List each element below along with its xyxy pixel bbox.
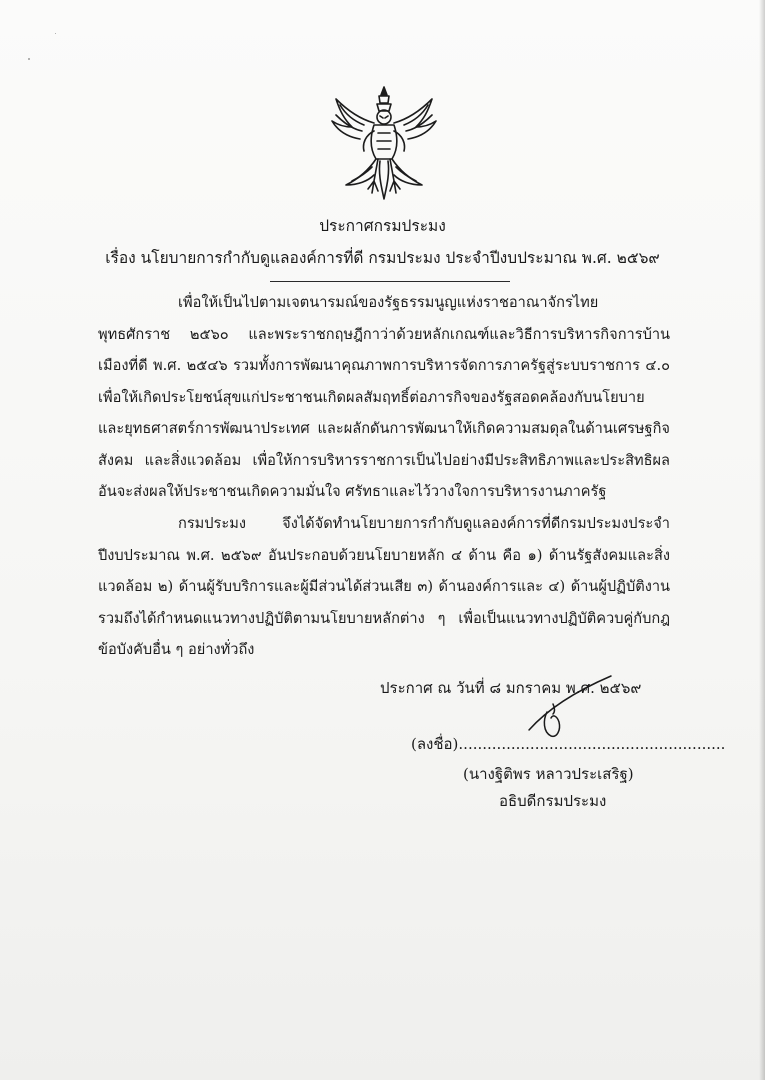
divider <box>270 281 510 282</box>
body-paragraph-2 <box>98 508 670 668</box>
announcement-heading: ประกาศกรมประมง <box>319 217 446 235</box>
signer-name: (นางฐิติพร หลาวประเสริฐ) <box>463 765 634 783</box>
scan-speck <box>28 58 30 60</box>
paragraph-2-text: กรมประมง จึงได้จัดทำนโยบายการกำกับดูแลองค์การที่ดีกรมประมงประจำปีงบประมาณ พ.ศ. ๒๕๖๙ อันประกอบด้วยนโยบายหลัก ๔ ด้าน คือ ๑) ด้านรัฐสังคมและสิ่งแวดล้อม ๒) ด้านผู้รับบริการและผู้มีส่วนได้ส่วนเสีย ๓) ด้านองค์การและ ๔) ด้านผู้ปฏิบัติงาน รวมถึงได้กำหนดแนวทางปฏิบัติตามนโยบายหลักต่าง ๆ เพื่อเป็นแนวทางปฏิบัติควบคู่กับกฎ ข้อบังคับอื่น ๆ อย่างทั่วถึง <box>98 515 670 658</box>
page-edge-shadow <box>759 0 765 1080</box>
announce-date-line: ประกาศ ณ วันที่ ๘ มกราคม พ.ศ. ๒๕๖๙ <box>380 679 642 697</box>
paragraph-1-text: เพื่อให้เป็นไปตามเจตนารมณ์ของรัฐธรรมนูญแห่งราชอาณาจักรไทย พุทธศักราช ๒๕๖๐ และพระราชกฤษฎีกาว่าด้วยหลักเกณฑ์และวิธีการบริหารกิจการบ้านเมืองที่ดี พ.ศ. ๒๕๔๖ รวมทั้งการพัฒนาคุณภาพการบริหารจัดการภาครัฐสู่ระบบราชการ ๔.๐ เพื่อให้เกิดประโยชน์สุขแก่ประชาชนเกิดผลสัมฤทธิ์ต่อภารกิจของรัฐสอดคล้องกับนโยบายและยุทธศาสตร์การพัฒนาประเทศ และผลักดันการพัฒนาให้เกิดความสมดุลในด้านเศรษฐกิจ สังคม และสิ่งแวดล้อม เพื่อให้การบริหารราชการเป็นไปอย่างมีประสิทธิภาพและประสิทธิผล อันจะส่งผลให้ประชาชนเกิดความมั่นใจ ศรัทธาและไว้วางใจการบริหารงานภาครัฐ <box>98 294 670 500</box>
body-paragraph-1 <box>98 287 670 542</box>
announcement-subject: เรื่อง นโยบายการกำกับดูแลองค์การที่ดี กรมประมง ประจำปีงบประมาณ พ.ศ. ๒๕๖๙ <box>105 249 660 267</box>
signer-position: อธิบดีกรมประมง <box>499 792 607 810</box>
signature-line: (ลงชื่อ)........................................................ <box>411 735 726 753</box>
garuda-emblem-icon <box>328 85 440 203</box>
scan-speck <box>55 33 56 34</box>
